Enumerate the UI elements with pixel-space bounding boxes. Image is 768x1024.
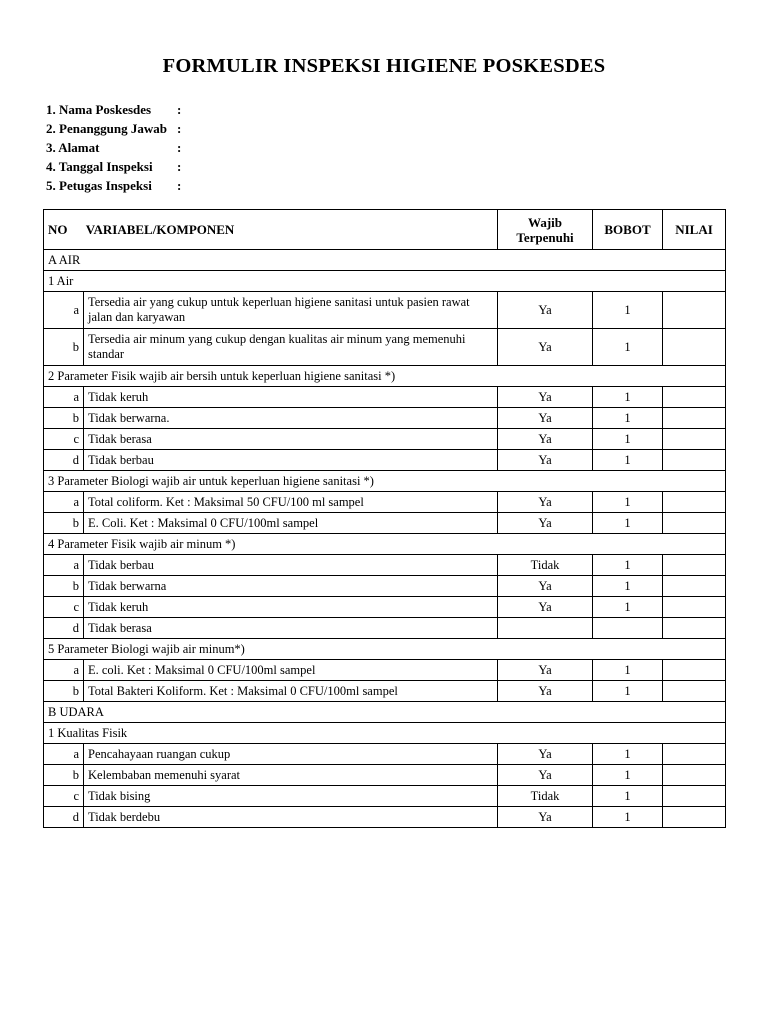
info-colon: : (177, 158, 182, 174)
item-wajib: Ya (498, 429, 593, 450)
item-description: Tidak berdebu (84, 807, 498, 828)
item-bobot: 1 (593, 597, 663, 618)
item-description: Tersedia air minum yang cukup dengan kualitas air minum yang memenuhi standar (84, 329, 498, 366)
info-colon: : (177, 177, 182, 193)
item-letter: a (44, 292, 84, 329)
item-description: Tidak berbau (84, 450, 498, 471)
header-variabel: VARIABEL/KOMPONEN (85, 221, 235, 237)
item-description: Tidak bising (84, 786, 498, 807)
table-row (44, 513, 726, 534)
item-description: Tidak berwarna. (84, 408, 498, 429)
item-letter: a (44, 744, 84, 765)
table-row (44, 329, 726, 366)
item-description: Kelembaban memenuhi syarat (84, 765, 498, 786)
header-no: NO (48, 221, 68, 237)
item-letter: d (44, 450, 84, 471)
header-bobot: BOBOT (593, 210, 663, 250)
item-wajib: Ya (498, 660, 593, 681)
inspection-table (43, 209, 726, 828)
item-wajib: Ya (498, 492, 593, 513)
group-title: 2 Parameter Fisik wajib air bersih untuk keperluan higiene sanitasi *) (44, 366, 726, 387)
item-description: Tidak berasa (84, 429, 498, 450)
item-letter: b (44, 329, 84, 366)
header-wajib (498, 210, 593, 250)
item-nilai-field[interactable] (663, 681, 726, 702)
group-row (44, 534, 726, 555)
item-nilai-field[interactable] (663, 408, 726, 429)
info-label: 3. Alamat (46, 139, 100, 155)
item-letter: d (44, 807, 84, 828)
item-bobot: 1 (593, 329, 663, 366)
info-row (46, 119, 187, 138)
item-nilai-field[interactable] (663, 429, 726, 450)
item-wajib: Ya (498, 576, 593, 597)
table-row (44, 555, 726, 576)
item-nilai-field[interactable] (663, 292, 726, 329)
table-row (44, 387, 726, 408)
item-wajib: Ya (498, 765, 593, 786)
item-nilai-field[interactable] (663, 329, 726, 366)
item-wajib: Ya (498, 744, 593, 765)
item-wajib: Ya (498, 450, 593, 471)
info-label: 2. Penanggung Jawab (46, 120, 167, 136)
item-nilai-field[interactable] (663, 492, 726, 513)
table-row (44, 660, 726, 681)
item-bobot: 1 (593, 660, 663, 681)
item-letter: a (44, 660, 84, 681)
item-wajib: Ya (498, 681, 593, 702)
info-label: 5. Petugas Inspeksi (46, 177, 152, 193)
item-bobot: 1 (593, 408, 663, 429)
info-row (46, 176, 187, 195)
item-letter: c (44, 597, 84, 618)
item-nilai-field[interactable] (663, 555, 726, 576)
item-letter: b (44, 576, 84, 597)
item-description: E. Coli. Ket : Maksimal 0 CFU/100ml sampel (84, 513, 498, 534)
item-description: Pencahayaan ruangan cukup (84, 744, 498, 765)
section-row (44, 702, 726, 723)
header-no-variabel (44, 210, 498, 250)
item-nilai-field[interactable] (663, 450, 726, 471)
table-row (44, 618, 726, 639)
item-nilai-field[interactable] (663, 744, 726, 765)
item-nilai-field[interactable] (663, 618, 726, 639)
item-bobot: 1 (593, 744, 663, 765)
item-wajib: Ya (498, 408, 593, 429)
group-title: 3 Parameter Biologi wajib air untuk keperluan higiene sanitasi *) (44, 471, 726, 492)
item-bobot: 1 (593, 492, 663, 513)
item-wajib: Ya (498, 513, 593, 534)
item-bobot: 1 (593, 681, 663, 702)
item-bobot: 1 (593, 807, 663, 828)
table-row (44, 681, 726, 702)
info-row (46, 100, 187, 119)
group-row (44, 471, 726, 492)
group-title: 5 Parameter Biologi wajib air minum*) (44, 639, 726, 660)
table-row (44, 597, 726, 618)
info-colon: : (177, 139, 182, 155)
item-description: Tidak berasa (84, 618, 498, 639)
item-bobot: 1 (593, 576, 663, 597)
item-nilai-field[interactable] (663, 786, 726, 807)
header-wajib-line1: Wajib (528, 214, 562, 230)
item-wajib (498, 618, 593, 639)
info-section (46, 100, 187, 195)
item-description: Tersedia air yang cukup untuk keperluan higiene sanitasi untuk pasien rawat jalan dan karyawan (84, 292, 498, 329)
page-title: FORMULIR INSPEKSI HIGIENE POSKESDES (162, 55, 606, 77)
group-title: 1 Kualitas Fisik (44, 723, 726, 744)
table-row (44, 744, 726, 765)
section-row (44, 250, 726, 271)
item-wajib: Ya (498, 329, 593, 366)
table-row (44, 807, 726, 828)
item-description: Tidak berwarna (84, 576, 498, 597)
info-colon: : (177, 101, 182, 117)
item-letter: c (44, 786, 84, 807)
item-bobot: 1 (593, 292, 663, 329)
item-bobot: 1 (593, 765, 663, 786)
table-row (44, 786, 726, 807)
header-wajib-line2: Terpenuhi (516, 229, 574, 245)
item-bobot: 1 (593, 387, 663, 408)
item-letter: b (44, 408, 84, 429)
group-row (44, 366, 726, 387)
info-row (46, 157, 187, 176)
table-row (44, 292, 726, 329)
item-wajib: Tidak (498, 786, 593, 807)
info-label: 1. Nama Poskesdes (46, 101, 152, 117)
table-row (44, 450, 726, 471)
item-nilai-field[interactable] (663, 660, 726, 681)
item-wajib: Ya (498, 292, 593, 329)
item-bobot: 1 (593, 786, 663, 807)
item-letter: b (44, 513, 84, 534)
item-bobot (593, 618, 663, 639)
item-nilai-field[interactable] (663, 513, 726, 534)
info-row (46, 138, 187, 157)
item-letter: b (44, 765, 84, 786)
item-description: Total Bakteri Koliform. Ket : Maksimal 0 CFU/100ml sampel (84, 681, 498, 702)
item-bobot: 1 (593, 513, 663, 534)
table-row (44, 576, 726, 597)
item-letter: a (44, 555, 84, 576)
item-letter: d (44, 618, 84, 639)
item-bobot: 1 (593, 450, 663, 471)
item-description: Total coliform. Ket : Maksimal 50 CFU/100 ml sampel (84, 492, 498, 513)
group-row (44, 639, 726, 660)
item-description: Tidak keruh (84, 387, 498, 408)
item-nilai-field[interactable] (663, 597, 726, 618)
table-row (44, 429, 726, 450)
item-description: Tidak keruh (84, 597, 498, 618)
table-row (44, 765, 726, 786)
item-letter: a (44, 387, 84, 408)
group-title: 4 Parameter Fisik wajib air minum *) (44, 534, 726, 555)
item-letter: b (44, 681, 84, 702)
group-row (44, 723, 726, 744)
section-title: A AIR (44, 250, 726, 271)
section-title: B UDARA (44, 702, 726, 723)
item-bobot: 1 (593, 555, 663, 576)
item-description: Tidak berbau (84, 555, 498, 576)
item-letter: a (44, 492, 84, 513)
table-body (44, 250, 726, 828)
item-nilai-field[interactable] (663, 765, 726, 786)
info-label: 4. Tanggal Inspeksi (46, 158, 153, 174)
item-wajib: Ya (498, 597, 593, 618)
item-description: E. coli. Ket : Maksimal 0 CFU/100ml sampel (84, 660, 498, 681)
item-bobot: 1 (593, 429, 663, 450)
item-wajib: Ya (498, 387, 593, 408)
table-header-row (44, 210, 726, 250)
item-nilai-field[interactable] (663, 576, 726, 597)
item-wajib: Ya (498, 807, 593, 828)
item-wajib: Tidak (498, 555, 593, 576)
group-title: 1 Air (44, 271, 726, 292)
item-letter: c (44, 429, 84, 450)
item-nilai-field[interactable] (663, 387, 726, 408)
item-nilai-field[interactable] (663, 807, 726, 828)
group-row (44, 271, 726, 292)
info-colon: : (177, 120, 182, 136)
table-row (44, 408, 726, 429)
table-row (44, 492, 726, 513)
header-nilai: NILAI (663, 210, 726, 250)
